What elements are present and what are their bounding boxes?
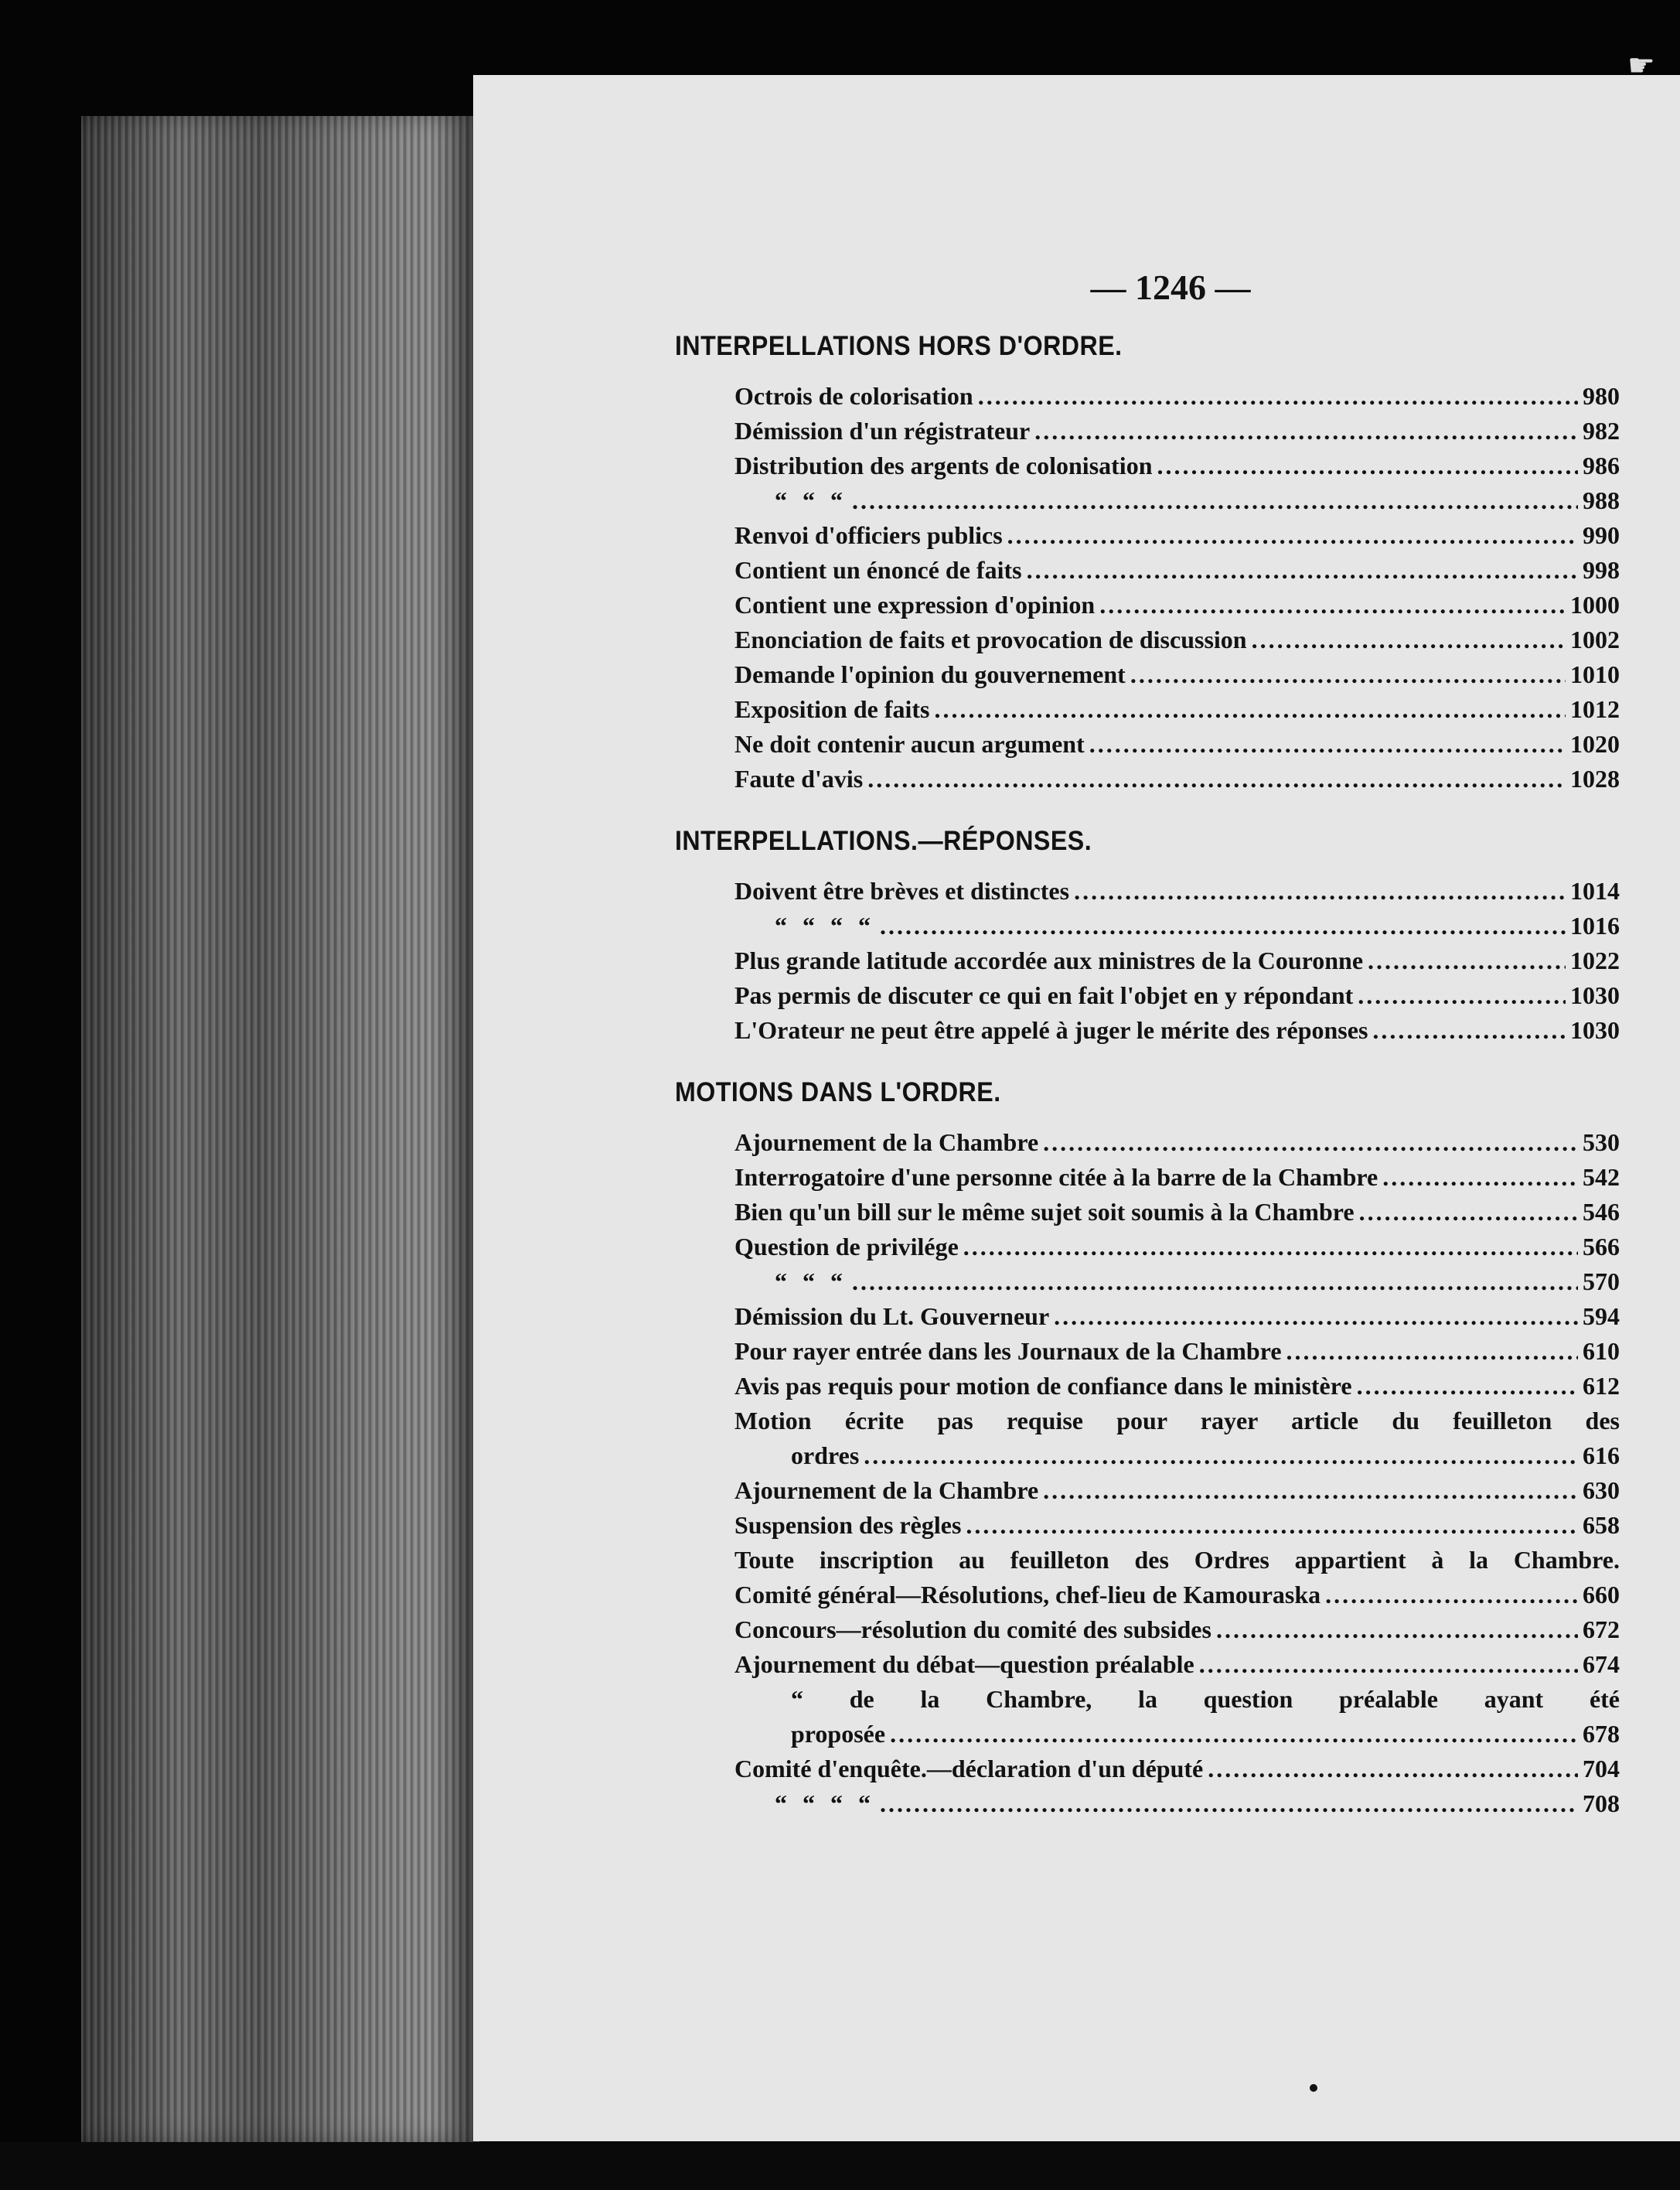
entry-label: Comité d'enquête.—déclaration d'un député: [734, 1755, 1204, 1782]
dot-leader: [1054, 1299, 1578, 1334]
entry-page-number: 1000: [1570, 591, 1620, 619]
index-entry: [734, 1334, 1620, 1369]
entry-page-number: 570: [1583, 1267, 1620, 1295]
dot-leader: [1358, 978, 1566, 1013]
index-entry: [734, 874, 1620, 909]
book-page-edges: [81, 116, 479, 2142]
entry-label: Bien qu'un bill sur le même sujet soit soumis à la Chambre: [734, 1198, 1355, 1226]
entry-label: Ne doit contenir aucun argument: [734, 730, 1085, 758]
entry-page-number: 1012: [1570, 695, 1620, 723]
dot-leader: [852, 1264, 1578, 1299]
entry-label: Ajournement de la Chambre: [734, 1128, 1039, 1156]
index-section: [675, 1077, 1620, 1821]
index-entry: [734, 553, 1620, 588]
entry-label: “ de la Chambre, la question préalable ayant été: [791, 1685, 1620, 1713]
entry-label: “ “ “ “: [775, 1789, 875, 1817]
section-title: INTERPELLATIONS HORS D'ORDRE.: [675, 331, 1123, 361]
entry-label: Doivent être brèves et distinctes: [734, 877, 1070, 905]
index-entry: [734, 943, 1620, 978]
entry-label: Faute d'avis: [734, 765, 864, 793]
index-entry: [734, 1578, 1620, 1612]
index-entry: [734, 449, 1620, 483]
index-entry: [734, 1299, 1620, 1334]
entry-page-number: 1014: [1570, 877, 1620, 905]
entry-label: Contient une expression d'opinion: [734, 591, 1096, 619]
entry-page-number: 704: [1583, 1755, 1620, 1782]
index-entry: [791, 1682, 1620, 1717]
dot-leader: [978, 379, 1578, 414]
dot-leader: [880, 1786, 1578, 1821]
entry-page-number: 616: [1583, 1441, 1620, 1469]
entry-label: Comité général—Résolutions, chef-lieu de Kamouraska: [734, 1581, 1321, 1608]
dot-leader: [1286, 1334, 1578, 1369]
index-entry: [734, 483, 1620, 518]
index-entry: [734, 1230, 1620, 1264]
dot-leader: [1043, 1473, 1578, 1508]
entry-label: ordres: [791, 1441, 860, 1469]
entry-page-number: 1030: [1570, 1016, 1620, 1044]
dot-leader: [1074, 874, 1566, 909]
entry-page-number: 658: [1583, 1511, 1620, 1539]
index-entry: [734, 588, 1620, 623]
index-entry: [734, 657, 1620, 692]
index-entry: [734, 1195, 1620, 1230]
entry-label: Motion écrite pas requise pour rayer article du feuilleton des: [734, 1407, 1620, 1434]
index-entry: [791, 1717, 1620, 1752]
dot-leader: [1368, 943, 1566, 978]
index-entry: [791, 1438, 1620, 1473]
entry-label: proposée: [791, 1720, 886, 1748]
dot-leader: [1357, 1369, 1578, 1404]
entry-label: Toute inscription au feuilleton des Ordres appartient à la Chambre.: [734, 1546, 1620, 1574]
entry-label: Renvoi d'officiers publics: [734, 521, 1003, 549]
index-entry: [734, 1752, 1620, 1786]
entry-page-number: 1016: [1570, 912, 1620, 940]
index-entry: [734, 1369, 1620, 1404]
entry-page-number: 980: [1583, 382, 1620, 410]
index-sections: [675, 331, 1620, 1821]
index-entry: [734, 518, 1620, 553]
index-entry: [734, 1264, 1620, 1299]
section-title: MOTIONS DANS L'ORDRE.: [675, 1077, 1001, 1107]
dot-leader: [1007, 518, 1578, 553]
entry-label: Démission d'un régistrateur: [734, 417, 1031, 445]
index-entry: [734, 762, 1620, 797]
index-entry: [734, 1404, 1620, 1438]
entry-page-number: 610: [1583, 1337, 1620, 1365]
dot-leader: [1325, 1578, 1578, 1612]
dot-leader: [1216, 1612, 1578, 1647]
dot-leader: [1027, 553, 1578, 588]
index-section: [675, 331, 1620, 797]
entry-label: Octrois de colorisation: [734, 382, 973, 410]
index-entry: [734, 1160, 1620, 1195]
entry-label: Exposition de faits: [734, 695, 930, 723]
entry-page-number: 982: [1583, 417, 1620, 445]
dot-leader: [880, 909, 1566, 943]
entry-page-number: 672: [1583, 1615, 1620, 1643]
entry-page-number: 612: [1583, 1372, 1620, 1400]
dot-leader: [1359, 1195, 1578, 1230]
entry-label: Contient un énoncé de faits: [734, 556, 1022, 584]
entry-page-number: 998: [1583, 556, 1620, 584]
dot-leader: [1043, 1125, 1578, 1160]
entry-label: Enonciation de faits et provocation de discussion: [734, 626, 1247, 653]
index-section: [675, 826, 1620, 1048]
ink-speck: [1310, 2084, 1317, 2092]
entry-page-number: 660: [1583, 1581, 1620, 1608]
page-number: — 1246 —: [1090, 268, 1251, 307]
index-entry: [734, 978, 1620, 1013]
entry-page-number: 1030: [1570, 981, 1620, 1009]
entry-page-number: 566: [1583, 1233, 1620, 1260]
scan-corner-mark: ☛: [1627, 48, 1655, 84]
entry-page-number: 990: [1583, 521, 1620, 549]
entry-page-number: 988: [1583, 486, 1620, 514]
section-title: INTERPELLATIONS.—RÉPONSES.: [675, 826, 1092, 856]
dot-leader: [1382, 1160, 1578, 1195]
entry-label: Plus grande latitude accordée aux ministres de la Couronne: [734, 947, 1364, 974]
entry-page-number: 1010: [1570, 660, 1620, 688]
entry-page-number: 1020: [1570, 730, 1620, 758]
entry-page-number: 1002: [1570, 626, 1620, 653]
dot-leader: [963, 1230, 1578, 1264]
index-entry: [734, 1647, 1620, 1682]
dot-leader: [966, 1508, 1578, 1543]
dot-leader: [1130, 657, 1566, 692]
dot-leader: [1208, 1752, 1578, 1786]
dot-leader: [934, 692, 1566, 727]
entry-page-number: 630: [1583, 1476, 1620, 1504]
index-entry: [734, 623, 1620, 657]
entry-page-number: 674: [1583, 1650, 1620, 1678]
index-content: [675, 267, 1620, 1851]
entry-page-number: 594: [1583, 1302, 1620, 1330]
dot-leader: [1034, 414, 1578, 449]
index-entry: [734, 1473, 1620, 1508]
scan-bottom-border: [0, 2142, 1680, 2190]
dot-leader: [1099, 588, 1566, 623]
dot-leader: [867, 762, 1566, 797]
entry-label: “ “ “ “: [775, 912, 875, 940]
entry-page-number: 678: [1583, 1720, 1620, 1748]
entry-label: Suspension des règles: [734, 1511, 962, 1539]
entry-label: Avis pas requis pour motion de confiance dans le ministère: [734, 1372, 1352, 1400]
entry-label: L'Orateur ne peut être appelé à juger le mérite des réponses: [734, 1016, 1368, 1044]
entry-page-number: 708: [1583, 1789, 1620, 1817]
entry-label: Ajournement de la Chambre: [734, 1476, 1039, 1504]
entry-label: “ “ “: [775, 1267, 847, 1295]
index-entry: [734, 379, 1620, 414]
entry-label: Interrogatoire d'une personne citée à la barre de la Chambre: [734, 1163, 1378, 1191]
dot-leader: [864, 1438, 1578, 1473]
entry-label: Pour rayer entrée dans les Journaux de la Chambre: [734, 1337, 1282, 1365]
entry-label: Ajournement du débat—question préalable: [734, 1650, 1194, 1678]
entry-page-number: 542: [1583, 1163, 1620, 1191]
dot-leader: [1252, 623, 1566, 657]
dot-leader: [1199, 1647, 1578, 1682]
dot-leader: [1089, 727, 1566, 762]
index-entry: [734, 1543, 1620, 1578]
entry-label: Pas permis de discuter ce qui en fait l'objet en y répondant: [734, 981, 1354, 1009]
entry-page-number: 546: [1583, 1198, 1620, 1226]
entry-label: Question de privilége: [734, 1233, 959, 1260]
entry-page-number: 1022: [1570, 947, 1620, 974]
index-entry: [734, 1508, 1620, 1543]
index-entry: [734, 692, 1620, 727]
entry-page-number: 1028: [1570, 765, 1620, 793]
dot-leader: [852, 483, 1578, 518]
entry-page-number: 530: [1583, 1128, 1620, 1156]
index-entry: [734, 1612, 1620, 1647]
index-entry: [734, 727, 1620, 762]
dot-leader: [890, 1717, 1578, 1752]
index-entry: [734, 1125, 1620, 1160]
index-entry: [734, 414, 1620, 449]
index-entry: [734, 1013, 1620, 1048]
dot-leader: [1157, 449, 1578, 483]
entry-label: “ “ “: [775, 486, 847, 514]
dot-leader: [1372, 1013, 1566, 1048]
index-entry: [734, 1786, 1620, 1821]
entry-label: Concours—résolution du comité des subsides: [734, 1615, 1211, 1643]
index-entry: [734, 909, 1620, 943]
entry-label: Demande l'opinion du gouvernement: [734, 660, 1126, 688]
entry-label: Démission du Lt. Gouverneur: [734, 1302, 1050, 1330]
entry-page-number: 986: [1583, 452, 1620, 479]
entry-label: Distribution des argents de colonisation: [734, 452, 1153, 479]
